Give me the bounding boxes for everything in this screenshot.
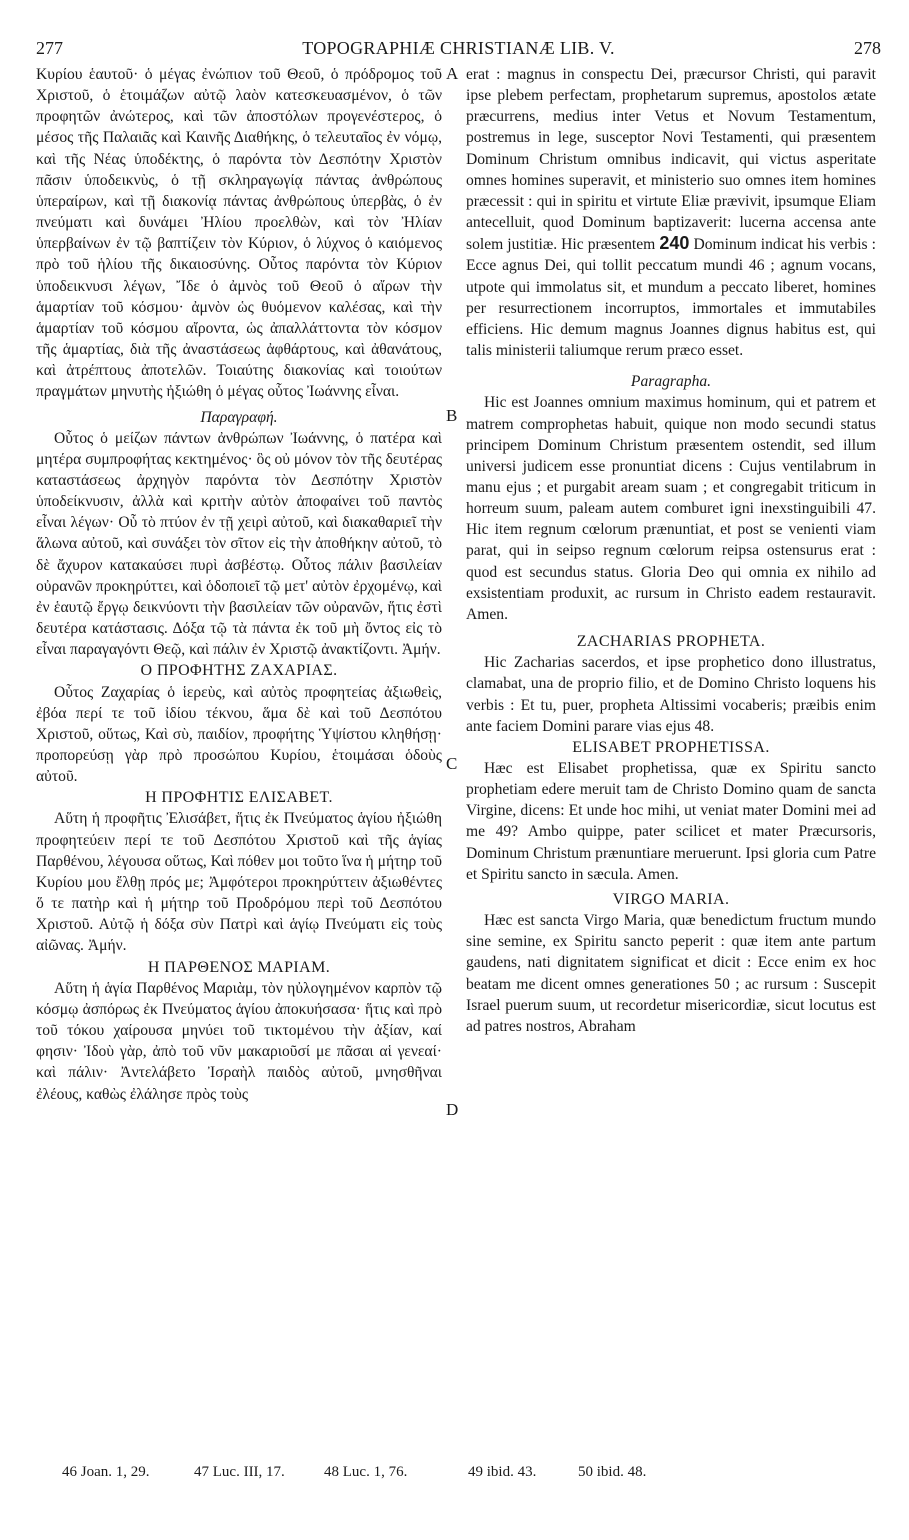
- column-number: 240: [659, 233, 690, 254]
- latin-heading-elisabet: ELISABET PROPHETISSA.: [572, 738, 770, 756]
- greek-heading-zacharias: Ο ΠΡΟΦΗΤΗΣ ΖΑΧΑΡΙΑΣ.: [140, 662, 338, 680]
- latin-paragraph-1: [466, 64, 876, 361]
- latin-paragraph-4: Hæc est Elisabet prophetissa, quæ ex Spiritu sancto prophetiam edere meruit tam de Christo Domino quam de sancta Virgine, dicens: Et unde hoc mihi, ut veniat mater Domini mei ad me 49? Ambo quippe, pater scilicet et mater Præcursoris, Dominum Christum prænuntiare meruerunt. Ipsi gloria cum Patre et Spiritu sancto in sæcula. Amen.: [466, 760, 876, 883]
- margin-letter-d: D: [446, 1100, 459, 1119]
- running-header: [36, 36, 881, 60]
- latin-heading-zacharias: ZACHARIAS PROPHETA.: [576, 633, 766, 651]
- footnote: 47 Luc. III, 17.: [194, 1464, 285, 1480]
- greek-column: [36, 64, 442, 1105]
- footnote: 49 ibid. 43.: [468, 1464, 537, 1480]
- footnote: 50 ibid. 48.: [578, 1464, 647, 1480]
- latin-paragraph-2: Hic est Joannes omnium maximus hominum, qui et patrem et matrem comprophetas habuit, quique non modo secundi status principem Dominum Christum præsentem ostendit, sed illum universi judicem esse pronuntiat dicens : Cujus ventilabrum in manu ejus ; et purgabit aream suam ; et congregabit triticum in horreum suum, paleam autem comburet igni inexstinguibili 47. Hic item regnum cœlorum prænuntiat, et post se venienti viam parat, qui in seipso regnum cœlorum reipsa ostensurus erat : quod est secundus status. Gloria Deo qui omnia ex nihilo ad exsistentiam produxit, ac rursum in Christo eadem restauravit. Amen.: [466, 394, 876, 623]
- page-number-right: 278: [854, 38, 881, 58]
- footnote: 48 Luc. 1, 76.: [324, 1464, 408, 1480]
- latin-column: [466, 64, 876, 1037]
- margin-letter-a: A: [446, 64, 459, 83]
- latin-heading-paragraph: Paragrapha.: [630, 373, 712, 391]
- greek-paragraph-2: Οὗτος ὁ μείζων πάντων ἀνθρώπων Ἰωάννης, ὁ πατέρα καὶ μητέρα συμπροφήτας κεκτημένος· ὃς οὐ μόνον τὸν τῆς δευτέρας καταστάσεως ἀρχηγὸν παρόντα τὸν Δεσπότην Χριστὸν ὑποδείκνυσιν, ἀλλὰ καὶ κριτὴν αὐτὸν ἀποφαίνει τοῦ παντὸς εἶναι λέγων· Οὗ τὸ πτύον ἐν τῇ χειρὶ αὐτοῦ, καὶ διακαθαριεῖ τὴν ἅλωνα αὐτοῦ, καὶ συνάξει τὸν σῖτον εἰς τὴν ἀποθήκην αὐτοῦ, τὸ δὲ ἄχυρον κατακαύσει πυρὶ ἀσβέστῳ. Οὗτος πάλιν βασιλείαν οὐρανῶν προκηρύττει, καὶ ὁδοποιεῖ τῷ μετ' αὐτὸν ἐρχομένῳ, καὶ ἐν ἑαυτῷ ἔργῳ δεικνύοντι τὴν βασιλείαν τῶν οὐρανῶν, ἥτις ἐστὶ δευτέρα κατάστασις. Δόξα τῷ τὰ πάντα ἐκ τοῦ μὴ ὄντος εἰς τὸ εἶναι παραγαγόντι Θεῷ, καὶ πάλιν ἐν Χριστῷ ἀνακτίζοντι. Ἀμήν.: [36, 429, 442, 659]
- latin-paragraph-1b: Dominum indicat his verbis : Ecce agnus Dei, qui tollit peccatum mundi 46 ; agnum vocans, utpote qui immolatus sit, et mundum a peccato liberet, homines per resurrectionem incorruptos, immortales et immutabiles efficiens. Hic demum magnus Joannes dignus habitus est, qui talis ministerii taliumque rerum præco esset.: [466, 236, 876, 360]
- page-number-left: 277: [36, 38, 63, 58]
- greek-paragraph-5: Αὕτη ἡ ἁγία Παρθένος Μαριὰμ, τὸν ηὐλογημένον καρπὸν τῷ κόσμῳ ἀσπόρως ἐκ Πνεύματος ἁγίου ἀποκυήσασα· ἥτις καὶ πρὸ τοῦ τόκου χαίρουσα μηνύει τοῦ τικτομένου τὴν ἀξίαν, καί φησιν· Ἰδοὺ γὰρ, ἀπὸ τοῦ νῦν μακαριοῦσί με πᾶσαι αἱ γενεαί· καὶ πάλιν· Ἀντελάβετο Ἰσραὴλ παιδὸς αὐτοῦ, μνησθῆναι ἐλέους, καθὼς ἐλάλησε πρὸς τοὺς: [36, 979, 442, 1103]
- footnote: 46 Joan. 1, 29.: [62, 1464, 150, 1480]
- margin-letter-b: B: [446, 406, 458, 425]
- running-title: TOPOGRAPHIÆ CHRISTIANÆ LIB. V.: [302, 38, 615, 58]
- greek-heading-elisabet: Η ΠΡΟΦΗΤΙΣ ΕΛΙΣΑΒΕΤ.: [145, 789, 333, 807]
- greek-paragraph-4: Αὕτη ἡ προφῆτις Ἐλισάβετ, ἥτις ἐκ Πνεύματος ἁγίου ἠξιώθη προφητεύειν περί τε τοῦ Δεσπότου Χριστοῦ καὶ τῆς ἁγίας Παρθένου, λέγουσα οὕτως, Καὶ πόθεν μοι τοῦτο ἵνα ἡ μήτηρ τοῦ Κυρίου μου ἔλθῃ πρός με; Ἀμφότεροι προκηρύττειν ἀξιωθέντες ὅ τε πατὴρ καὶ ἡ μήτηρ τοῦ Προδρόμου περὶ τοῦ Δεσπότου Χριστοῦ. Αὐτῷ ἡ δόξα σὺν Πατρὶ καὶ ἁγίῳ Πνεύματι εἰς τοὺς αἰῶνας. Ἀμήν.: [36, 810, 442, 955]
- greek-heading-mariam: Η ΠΑΡΘΕΝΟΣ ΜΑΡΙΑΜ.: [147, 958, 331, 976]
- margin-letter-c: C: [446, 754, 458, 773]
- latin-heading-maria: VIRGO MARIA.: [612, 890, 730, 908]
- greek-paragraph-1: Κυρίου ἑαυτοῦ· ὁ μέγας ἐνώπιον τοῦ Θεοῦ, ὁ πρόδρομος τοῦ Χριστοῦ, ὁ ἑτοιμάζων αὐτῷ λαὸν κατεσκευασμένον, ὁ τῶν προφητῶν ἀνώτερος, καὶ τῶν ἀποστόλων προγενέστερος, ὁ μέσος τῆς Παλαιᾶς καὶ Καινῆς Διαθήκης, ὁ τελευταῖος ἐν νόμῳ, καὶ τῆς Νέας ὑποδέκτης, ὁ παρόντα τὸν Δεσπότην Χριστὸν πᾶσιν ὑποδεικνὺς, ὁ τῇ σκληραγωγίᾳ πάντας ἀνθρώπους ὑπεραίρων, καὶ τῇ διακονίᾳ πάντας ἀνθρώπους ὑπερβὰς, ὁ ἐν πνεύματι καὶ δυνάμει Ἠλίου προελθὼν, καὶ τὸν Ἠλίαν ὑπερβαίνων ἐν τῷ βαπτίζειν τὸν Κύριον, ὁ λύχνος ὁ καιόμενος πρὸ τοῦ ἡλίου τῆς δικαιοσύνης. Οὗτος παρόντα τὸν Κύριον ὑποδεικνυσι λέγων, Ἴδε ὁ ἀμνὸς τοῦ Θεοῦ ὁ αἴρων τὴν ἁμαρτίαν τοῦ κόσμου· ἀμνὸν ὡς θυόμενον καλέσας, καὶ τὴν ἁμαρτίαν τοῦ κόσμου αἴροντα, ὡς ἀπαλλάττοντα τὸν κόσμον τῆς ἁμαρτίας, διὰ τῆς ἀναστάσεως ἀφθάρτους, καὶ ἀθανάτους, καὶ ἀτρέπτους ἀποτελῶν. Τοιαύτης διακονίας καὶ τοιούτων πραγμάτων μηνυτὴς ἠξιώθη ὁ μέγας οὗτος Ἰωάννης εἶναι.: [36, 66, 442, 401]
- greek-heading-paragraph: Παραγραφή.: [200, 408, 278, 426]
- latin-paragraph-3: Hic Zacharias sacerdos, et ipse prophetico dono illustratus, clamabat, una de proprio filio, et de Domino Christo loquens his verbis : Et tu, puer, propheta Altissimi vocaberis; præibis enim ante faciem Domini parare vias ejus 48.: [466, 654, 876, 735]
- greek-paragraph-3: Οὗτος Ζαχαρίας ὁ ἱερεὺς, καὶ αὐτὸς προφητείας ἀξιωθεὶς, ἐβόα περί τε τοῦ ἰδίου τέκνου, ἅμα δὲ καὶ τοῦ Δεσπότου Χριστοῦ, οὕτως, Καὶ σὺ, παιδίον, προφήτης Ὑψίστου κληθήσῃ· προπορεύσῃ γὰρ πρὸ προσώπου Κυρίου, ἑτοιμάσαι ὁδοὺς αὐτοῦ.: [36, 683, 442, 786]
- latin-paragraph-5: Hæc est sancta Virgo Maria, quæ benedictum fructum mundo sine semine, ex Spiritu sancto peperit : quæ item ante partum gaudens, nati dignitatem significat et dicit : Ecce enim ex hoc beatam me dicent omnes generationes 50 ; ac rursum : Suscepit Israel puerum suum, ut recordetur misericordiæ, sicut locutus est ad patres nostros, Abraham: [466, 912, 876, 1035]
- latin-paragraph-1a: erat : magnus in conspectu Dei, præcursor Christi, qui paravit ipse plebem perfectam, prophetarum supremus, apostolos ætate præcurrens, medius inter Vetus et Novum Testamentum, postremus in lege, susceptor Novi Testamenti, qui præsentem Dominum Christum omnibus indicavit, qui victus asperitate omnes homines superavit, et ministerio suo omnes item homines præcessit : qui in spiritu et virtute Eliæ prævivit, ipsumque Eliam antecelluit, quod Dominum baptizaverit: lucerna accensa ante solem justitiæ. Hic præsentem: [466, 66, 876, 254]
